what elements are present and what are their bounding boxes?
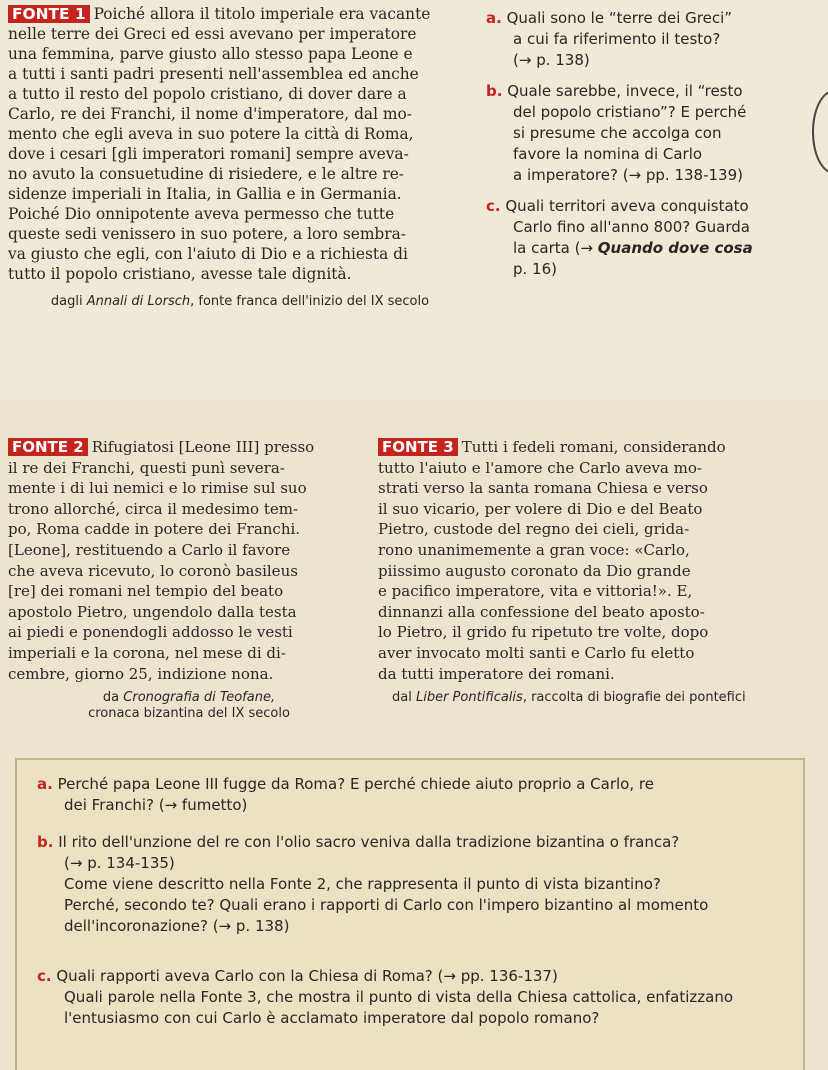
fonte-2-credit: da Cronografia di Teofane, cronaca bizantina del IX secolo <box>88 690 290 722</box>
fonte-1-line: tutto il popolo cristiano, avesse tale dignità. <box>8 265 352 283</box>
fonte-1-tag: FONTE 1 <box>8 5 90 23</box>
fonte-3-line: piissimo augusto coronato da Dio grande <box>378 561 691 580</box>
bottom-question-c: c. Quali rapporti aveva Carlo con la Chiesa di Roma? (→ pp. 136-137) Quali parole nella Fonte 3, che mostra il punto di vista della Chiesa cattolica, enfatizzano l'entusiasmo con cui Carlo è acclamato imperatore dal popolo romano? <box>37 967 734 1027</box>
fonte-3-credit: dal Liber Pontificalis, raccolta di biografie dei pontefici <box>392 690 746 706</box>
fonte-3-tag: FONTE 3 <box>378 438 458 456</box>
fonte-3: FONTE 3 Tutti i fedeli romani, considerando tutto l'aiuto e l'amore che Carlo aveva mo- strati verso la santa romana Chiesa e verso il suo vicario, per volere di Dio e del Beato Pietro, custode del regno dei cieli, grida- rono unanimemente a gran voce: «Carlo, piissimo augusto coronato da Dio grande e pacifico imperatore, vita e vittoria!». E, dinnanzi alla confessione del beato aposto- lo Pietro, il grido fu ripetuto tre volte, dopo aver invocato molti santi e Carlo fu eletto da tutti imperatore dei romani. dal Liber Pontificalis, raccolta di biografie dei pontefici <box>378 437 826 719</box>
fonte-2-tag: FONTE 2 <box>8 438 88 456</box>
fonte-1-line: mento che egli aveva in suo potere la città di Roma, <box>8 125 414 143</box>
question-label: b. <box>37 833 54 851</box>
fonte-3-line: aver invocato molti santi e Carlo fu eletto <box>378 643 695 662</box>
fonte-1-line: a tutto il resto del popolo cristiano, di dover dare a <box>8 85 407 103</box>
fonte-1-line: queste sedi venissero in suo potere, a loro sembra- <box>8 225 406 243</box>
bleed-through-texture <box>480 330 820 420</box>
fonte-3-line: strati verso la santa romana Chiesa e verso <box>378 479 708 498</box>
fonte-3-line: rono unanimemente a gran voce: «Carlo, <box>378 540 690 559</box>
fonte-1-line: dove i cesari [gli imperatori romani] sempre aveva- <box>8 145 409 163</box>
fonte-2-line: il re dei Franchi, questi punì severa- <box>8 458 285 477</box>
fonte-1-line: a tutti i santi padri presenti nell'assemblea ed anche <box>8 65 419 83</box>
fonte-2-line: [Leone], restituendo a Carlo il favore <box>8 540 291 559</box>
fonte-1-line: una femmina, parve giusto allo stesso papa Leone e <box>8 45 413 63</box>
fonte-3-line: dinnanzi alla confessione del beato aposto- <box>378 602 705 621</box>
bottom-question-b: b. Il rito dell'unzione del re con l'olio sacro veniva dalla tradizione bizantina o franca? (→ p. 134-135) Come viene descritto nella Fonte 2, che rappresenta il punto di vista bizantino? Perché, secondo te? Quali erano i rapporti di Carlo con l'impero bizantino al momento dell'incoronazione? (→ p. 138) <box>37 833 709 935</box>
side-questions <box>486 8 816 280</box>
fonte-2-line: che aveva ricevuto, lo coronò basileus <box>8 561 298 580</box>
fonte-1-line: Carlo, re dei Franchi, il nome d'imperatore, dal mo- <box>8 105 412 123</box>
question-label: a. <box>37 775 53 793</box>
fonte-2-line: cembre, giorno 25, indizione nona. <box>8 664 274 683</box>
fonte-2: FONTE 2 Rifugiatosi [Leone III] presso il re dei Franchi, questi punì severa- mente i di lui nemici e lo rimise sul suo trono allorché, circa il medesimo tem- po, Roma cadde in potere dei Franchi. [Leone], restituendo a Carlo il favore che aveva ricevuto, lo coronò basileus [re] dei romani nel tempio del beato apostolo Pietro, ungendolo dalla testa ai piedi e ponendogli addosso le vesti imperiali e la corona, nel mese di di- cembre, giorno 25, indizione nona. da Cronografia di Teofane, cronaca bizantina del IX secolo <box>8 437 370 735</box>
side-question-c: c. Quali territori aveva conquistato Carlo fino all'anno 800? Guarda la carta (→ Quando dove cosa p. 16) <box>486 197 753 278</box>
side-question-b: b. Quale sarebbe, invece, il “resto del popolo cristiano”? E perché si presume che accolga con favore la nomina di Carlo a imperatore? (→ pp. 138-139) <box>486 82 747 184</box>
fonte-1-credit: dagli Annali di Lorsch, fonte franca dell'inizio del IX secolo <box>50 294 430 309</box>
fonte-2-line: trono allorché, circa il medesimo tem- <box>8 499 299 518</box>
bottom-question-a: a. Perché papa Leone III fugge da Roma? E perché chiede aiuto proprio a Carlo, re dei Franchi? (→ fumetto) <box>37 775 654 814</box>
fonte-1-line: sidenze imperiali in Italia, in Gallia e in Germania. <box>8 185 402 203</box>
fonte-1-line: no avuto la consuetudine di risiedere, e le altre re- <box>8 165 405 183</box>
question-label: b. <box>486 82 503 101</box>
fonte-2-line: mente i di lui nemici e lo rimise sul suo <box>8 479 307 498</box>
fonte-1 <box>8 4 472 323</box>
fonte-1-line-0: FONTE 1 Poiché allora il titolo imperiale era vacante <box>8 4 472 24</box>
fonte-3-line: Pietro, custode del regno dei cieli, grida- <box>378 520 690 539</box>
fonte-2-line: apostolo Pietro, ungendolo dalla testa <box>8 602 297 621</box>
fonte-2-line: po, Roma cadde in potere dei Franchi. <box>8 520 301 539</box>
fonte-1-line: nelle terre dei Greci ed essi avevano per imperatore <box>8 25 417 43</box>
question-label: c. <box>37 967 52 985</box>
question-label: a. <box>486 9 502 27</box>
question-label: c. <box>486 197 501 216</box>
fonte-3-line: lo Pietro, il grido fu ripetuto tre volte, dopo <box>378 623 709 642</box>
fonte-2-line: [re] dei romani nel tempio del beato <box>8 582 284 601</box>
fonte-3-line: da tutti imperatore dei romani. <box>378 664 615 683</box>
fonte-1-line: Poiché Dio onnipotente aveva permesso che tutte <box>8 205 395 223</box>
bottom-questions-box <box>15 758 805 1070</box>
side-question-a: a. Quali sono le “terre dei Greci” a cui fa riferimento il testo? (→ p. 138) <box>486 9 733 69</box>
fonte-1-line: va giusto che egli, con l'aiuto di Dio e a richiesta di <box>8 245 408 263</box>
fonte-3-line: tutto l'aiuto e l'amore che Carlo aveva mo- <box>378 458 702 477</box>
fonte-2-line: imperiali e la corona, nel mese di di- <box>8 643 286 662</box>
fonte-2-line: ai piedi e ponendogli addosso le vesti <box>8 623 293 642</box>
fonte-3-line: e pacifico imperatore, vita e vittoria!». E, <box>378 582 693 601</box>
fonte-3-line: il suo vicario, per volere di Dio e del Beato <box>378 499 703 518</box>
